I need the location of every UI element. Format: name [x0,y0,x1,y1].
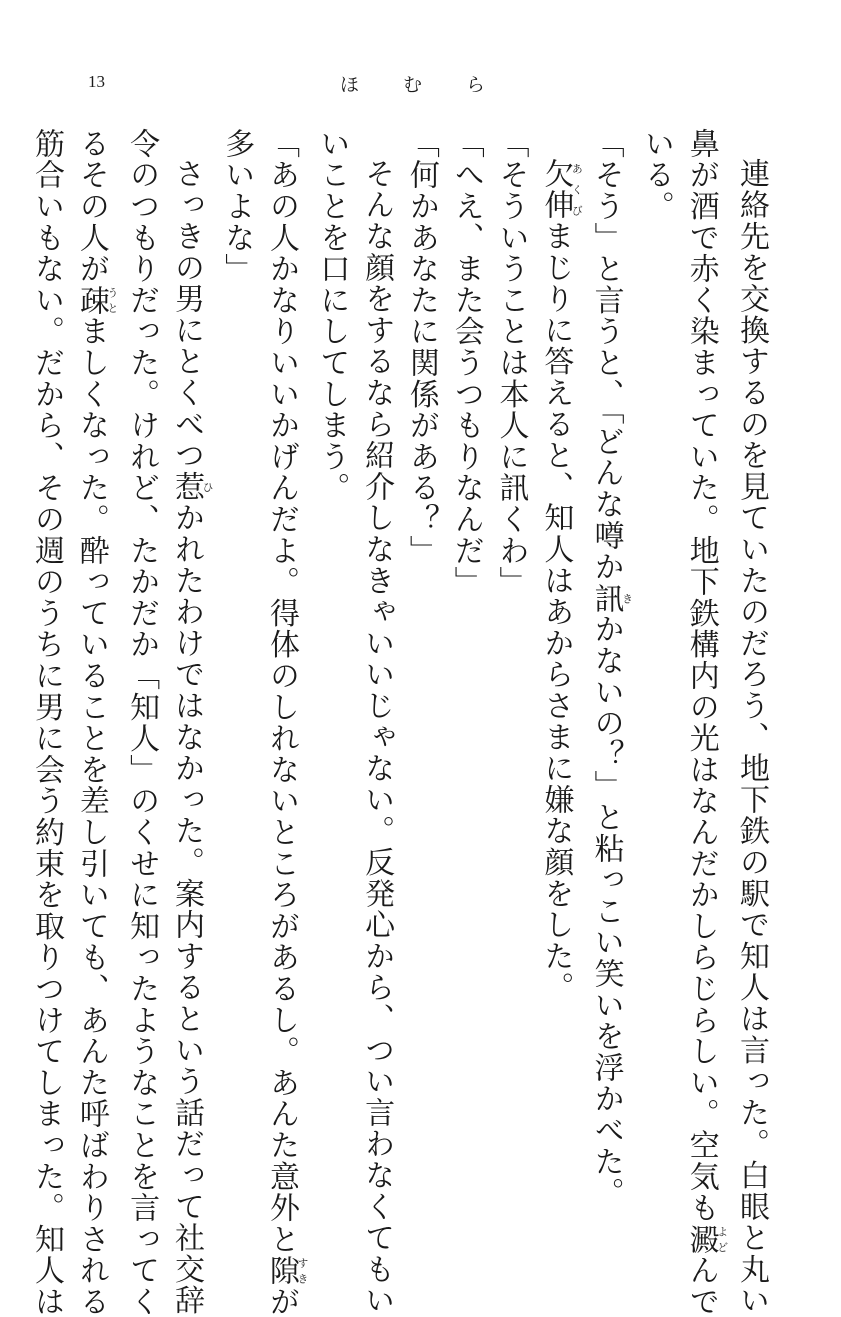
running-title: ほむら [340,74,530,96]
text-line [309,128,354,1158]
ruby-base: 訊 [588,582,624,614]
text-line [398,128,443,1158]
ruby-base: 隙 [264,1254,300,1287]
text-line [533,128,583,1158]
text-line [118,128,163,1317]
text-segment: 「そういうことは本人に訊くわ」 [493,128,529,598]
ruby-reading: うと [105,284,119,316]
text-segment: 令のつもりだった。けれど、たかだか「知人」のくせに知ったようなことを言ってく [124,128,160,1317]
ruby-base: 惹 [168,471,204,503]
ruby-annotation [588,582,634,614]
text-segment: んで [683,1254,719,1317]
ruby-reading: あくび [570,158,584,221]
text-segment: 「何かあなたに関係がある？」 [403,128,439,567]
ruby-annotation [538,158,584,221]
ruby-annotation [683,1223,729,1255]
ruby-reading: よど [715,1223,729,1255]
text-segment: 鼻が酒で赤く染まっていた。地下鉄構内の光はなんだかしらじらしい。空気も [683,128,719,1224]
text-line [583,128,634,1209]
text-line [353,128,398,1317]
ruby-base: 澱 [683,1223,719,1255]
text-line [728,128,773,1317]
text-segment: まじりに答えると、知人はあからさまに嫌な顔をした。 [538,220,574,1004]
text-segment: 多いよな」 [219,128,255,285]
text-segment: 筋合いもない。だから、その週のうちに男に会う約束を取りつけてしまった。知人は [29,128,65,1317]
text-segment: が [264,1286,300,1317]
page-number: 13 [88,72,105,91]
ruby-annotation [168,471,214,503]
text-line [163,128,214,1317]
text-segment: いことを口にしてしまう。 [314,128,350,504]
text-segment: ましくなった。酔っていることを差し引いても、あんた呼ばわりされる [73,315,109,1317]
text-segment: 「へえ、また会うつもりなんだ」 [448,128,484,598]
text-segment: かないの？」と粘っこい笑いを浮かべた。 [588,613,624,1209]
ruby-annotation [264,1254,310,1287]
text-line [488,128,533,1158]
text-line [678,128,729,1317]
text-line [633,128,678,1158]
text-line [23,128,68,1317]
text-segment: さっきの男にとくべつ [168,158,204,471]
body-text [29,128,773,1317]
text-line [258,128,310,1317]
text-segment: いる。 [638,128,674,222]
ruby-annotation [73,284,119,316]
text-line [443,128,488,1158]
text-segment: 「そう」と言うと、「どんな噂か [588,128,624,583]
text-segment: そんな顔をするなら紹介しなきゃいいじゃない。反発心から、つい言わなくてもい [359,158,395,1317]
ruby-reading: ひ [200,471,214,503]
text-line [68,128,119,1317]
ruby-reading: すき [296,1254,310,1287]
text-segment: 「あの人かなりいいかげんだよ。得体のしれないところがあるし。あんた意外と [264,128,300,1255]
ruby-base: 疎 [73,284,109,316]
text-segment: かれたわけではなかった。案内するという話だって社交辞 [168,502,204,1317]
text-segment: るその人が [73,128,109,285]
text-segment: 連絡先を交換するのを見ていたのだろう、地下鉄の駅で知人は言った。白眼と丸い [734,158,769,1317]
text-line [213,128,258,1158]
ruby-base: 欠伸 [538,158,574,221]
ruby-reading: き [620,582,634,614]
